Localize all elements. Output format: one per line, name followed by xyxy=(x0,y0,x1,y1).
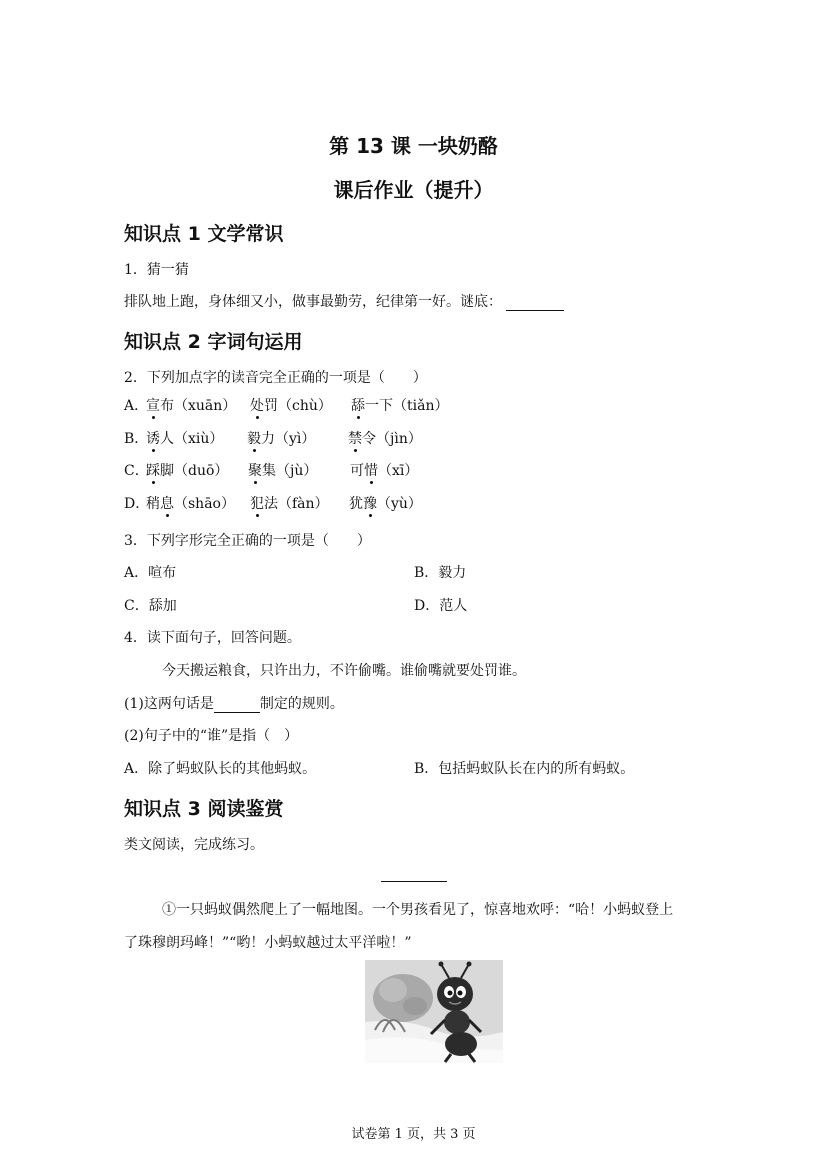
question-2-option-d[interactable] xyxy=(124,493,422,513)
question-2-stem: 2．下列加点字的读音完全正确的一项是（ ） xyxy=(124,370,427,386)
reading-intro: 类文阅读，完成练习。 xyxy=(124,837,264,853)
question-3-stem: 3．下列字形完全正确的一项是（ ） xyxy=(124,533,371,549)
option-item: 犹豫（yù） xyxy=(349,496,422,512)
option-item: 可惜（xī） xyxy=(350,463,419,479)
option-item: 处罚（chù） xyxy=(250,398,332,414)
option-letter: D． xyxy=(124,496,150,512)
question-1-label: 1．猜一猜 xyxy=(124,262,189,278)
question-2-option-c[interactable] xyxy=(124,460,418,480)
section-heading-1: 知识点 1 文学常识 xyxy=(124,223,284,245)
page-title: 第 13 课 一块奶酪 xyxy=(329,134,498,158)
page-footer: 试卷第 1 页，共 3 页 xyxy=(351,1127,476,1142)
question-1-text xyxy=(124,291,564,311)
option-item: 禁令（jìn） xyxy=(348,431,422,447)
section-heading-3: 知识点 3 阅读鉴赏 xyxy=(124,798,284,820)
section-heading-2: 知识点 2 字词句运用 xyxy=(124,331,303,353)
question-4-stem: 4．读下面句子，回答问题。 xyxy=(124,630,301,646)
passage-title-blank xyxy=(381,880,447,882)
question-3-option-c[interactable]: C．舔加 xyxy=(124,598,177,614)
option-letter: B． xyxy=(124,431,149,447)
option-item: 诱人（xiù） xyxy=(146,431,224,447)
option-item: 聚集（jù） xyxy=(248,463,318,479)
riddle-text: 排队地上跑，身体细又小，做事最勤劳，纪律第一好。谜底： xyxy=(124,294,502,310)
option-item: 宣布（xuān） xyxy=(146,398,237,414)
option-letter: A． xyxy=(124,398,149,414)
option-item: 舔一下（tiǎn） xyxy=(351,398,449,414)
passage-line-1: ①一只蚂蚁偶然爬上了一幅地图。一个男孩看见了，惊喜地欢呼：“哈！小蚂蚁登上 xyxy=(162,902,674,918)
passage-line-2: 了珠穆朗玛峰！”“哟！小蚂蚁越过太平洋啦！” xyxy=(124,935,412,951)
ant-image xyxy=(365,960,503,1063)
question-3-option-a[interactable]: A．喧布 xyxy=(124,565,177,581)
option-item: 犯法（fàn） xyxy=(250,496,329,512)
option-letter: C． xyxy=(124,463,149,479)
question-4-sub-1: (1)这两句话是 制定的规则。 xyxy=(124,696,344,712)
page-subtitle: 课后作业（提升） xyxy=(333,178,494,202)
question-4-option-a[interactable]: A．除了蚂蚁队长的其他蚂蚁。 xyxy=(124,761,317,777)
ant-illustration xyxy=(365,960,503,1063)
question-3-option-d[interactable]: D．范人 xyxy=(414,598,468,614)
question-4-sub-2: (2)句子中的“谁”是指（ ） xyxy=(124,728,299,744)
question-2-option-a[interactable] xyxy=(124,395,448,415)
answer-blank[interactable] xyxy=(506,294,564,311)
question-4-quote: 今天搬运粮食，只许出力，不许偷嘴。谁偷嘴就要处罚谁。 xyxy=(162,663,526,679)
option-item: 踩脚（duō） xyxy=(146,463,229,479)
option-item: 稍息（shāo） xyxy=(146,496,235,512)
answer-blank[interactable] xyxy=(214,696,260,713)
question-3-option-b[interactable]: B．毅力 xyxy=(414,565,467,581)
option-item: 毅力（yì） xyxy=(247,431,316,447)
question-4-option-b[interactable]: B．包括蚂蚁队长在内的所有蚂蚁。 xyxy=(414,761,635,777)
question-2-option-b[interactable] xyxy=(124,428,422,448)
